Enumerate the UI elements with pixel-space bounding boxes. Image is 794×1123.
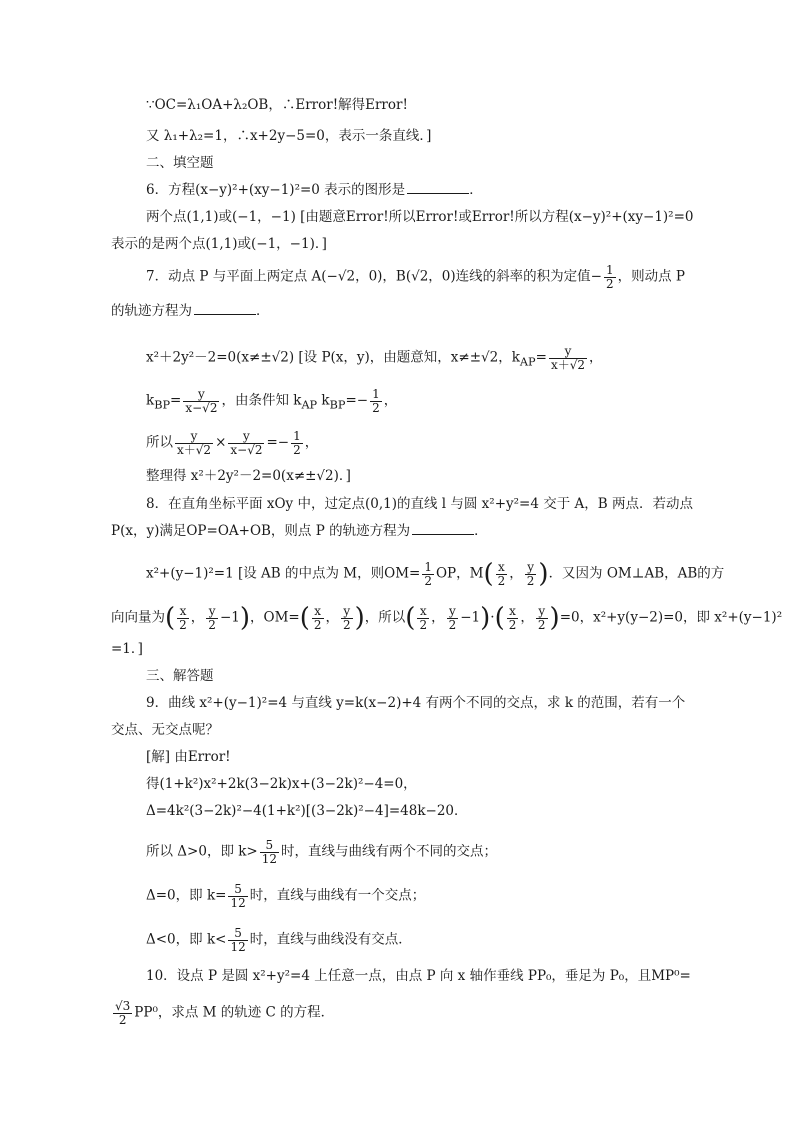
fraction: $\frac{√3}{2}$	[115, 999, 131, 1027]
answer-8-line3: =1．]	[111, 641, 143, 657]
fraction: $\frac{1}{2}$	[424, 560, 432, 588]
answer-7-line3: 所以 $\frac{y}{x+√2}$ × $\frac{y}{x-√2}$ =− $\frac{1}{2}$ ，	[146, 429, 319, 457]
question-10-line2: $\frac{√3}{2}$ PP⁰，求点 M 的轨迹 C 的方程．	[115, 999, 335, 1027]
answer-blank	[412, 534, 474, 535]
text-line: ∵OC=λ₁OA+λ₂OB，∴Error!解得Error!	[146, 97, 408, 113]
fraction: $\frac{y}{x-√2}$	[185, 387, 218, 415]
fraction: $\frac{5}{12}$	[230, 882, 246, 910]
fraction: $\frac{y}{x+√2}$	[550, 344, 585, 372]
answer-9-line3: Δ=4k²(3−2k)²−4(1+k²)[(3−2k)²−4]=48k−20．	[146, 803, 468, 819]
question-7-line1: 7．动点 P 与平面上两定点 A(−√2，0)，B(√2，0)连线的斜率的积为定值− $\frac{1}{2}$ ，则动点 P	[146, 263, 685, 291]
fraction: $\frac{y}{x+√2}$	[177, 429, 212, 457]
answer-9-line5: Δ=0，即 k= $\frac{5}{12}$ 时，直线与曲线有一个交点；	[146, 882, 426, 910]
answer-7-line4: 整理得 x²＋2y²－2=0(x≠±√2)．]	[146, 468, 351, 484]
fraction: $\frac{5}{12}$	[261, 838, 278, 866]
answer-7-line2: $k_{BP}=$ $\frac{y}{x-√2}$ ，由条件知 $k_{AP}$ $k_{BP}=-$ $\frac{1}{2}$ ，	[146, 387, 398, 415]
text-line: 又 λ₁+λ₂=1，∴x+2y−5=0，表示一条直线．]	[146, 128, 432, 144]
answer-blank	[407, 193, 469, 194]
fraction: $\frac{1}{2}$	[605, 263, 614, 291]
answer-6-line2: 表示的是两个点(1,1)或(−1，−1)．]	[111, 236, 327, 252]
question-8-line2: P(x，y)满足OP=OA+OB，则点 P 的轨迹方程为 ．	[111, 523, 488, 539]
question-10-line1: 10．设点 P 是圆 x²+y²=4 上任意一点，由点 P 向 x 轴作垂线 PP₀，垂足为 P₀，且MP⁰=	[146, 968, 691, 984]
answer-7-line1: x²＋2y²－2=0(x≠±√2) [设 P(x，y)，由题意知，x≠±√2，$k_{AP}=$ $\frac{y}{x+√2}$ ，	[146, 344, 603, 372]
fraction: $\frac{1}{2}$	[372, 387, 380, 415]
answer-6-line1: 两个点(1,1)或(−1，−1) [由题意Error!所以Error!或Error!所以方程(x−y)²+(xy−1)²=0	[146, 209, 694, 225]
question-6: 6．方程(x−y)²+(xy−1)²=0 表示的图形是 ．	[146, 182, 483, 198]
question-9-line1: 9．曲线 x²+(y−1)²=4 与直线 y=k(x−2)+4 有两个不同的交点，求 k 的范围，若有一个	[146, 695, 686, 711]
answer-9-line4: 所以 Δ>0，即 k> $\frac{5}{12}$ 时，直线与曲线有两个不同的交点；	[146, 838, 498, 866]
fraction: $\frac{y}{2}$	[526, 560, 535, 588]
answer-9-line1: [解] 由Error!	[146, 749, 231, 765]
question-9-line2: 交点、无交点呢？	[111, 722, 219, 738]
fraction: $\frac{y}{x-√2}$	[230, 429, 263, 457]
answer-8-line1: x²+(y−1)²=1 [设 AB 的中点为 M，则OM= $\frac{1}{2}$ OP，M( $\frac{x}{2}$ ， $\frac{y}{2}$ )．又因为 OM⊥AB，AB的方	[146, 559, 725, 590]
answer-9-line2: 得(1+k²)x²+2k(3−2k)x+(3−2k)²−4=0，	[146, 776, 417, 792]
fraction: $\frac{1}{2}$	[293, 429, 301, 457]
answer-9-line6: Δ<0，即 k< $\frac{5}{12}$ 时，直线与曲线没有交点．	[146, 926, 412, 954]
section-heading: 三、解答题	[146, 668, 214, 684]
fraction: $\frac{x}{2}$	[497, 560, 506, 588]
section-heading: 二、填空题	[146, 155, 214, 171]
answer-blank	[194, 314, 256, 315]
answer-8-line2: 向向量为( $\frac{x}{2}$ ， $\frac{y}{2}$ −1)，OM=( $\frac{x}{2}$ ， $\frac{y}{2}$ )，所以( $\frac{x}{2}$ ， $\frac{y}{2}$ −1)·( $\frac{x}{2}$ ， $\frac{y}{2}$ )=0，x²+y(y−2)=0，即 x²+(y−1)²	[111, 603, 783, 634]
fraction: $\frac{5}{12}$	[230, 926, 246, 954]
question-7-line2: 的轨迹方程为 ．	[111, 303, 270, 319]
question-8-line1: 8．在直角坐标平面 xOy 中，过定点(0,1)的直线 l 与圆 x²+y²=4 交于 A，B 两点．若动点	[146, 496, 693, 512]
